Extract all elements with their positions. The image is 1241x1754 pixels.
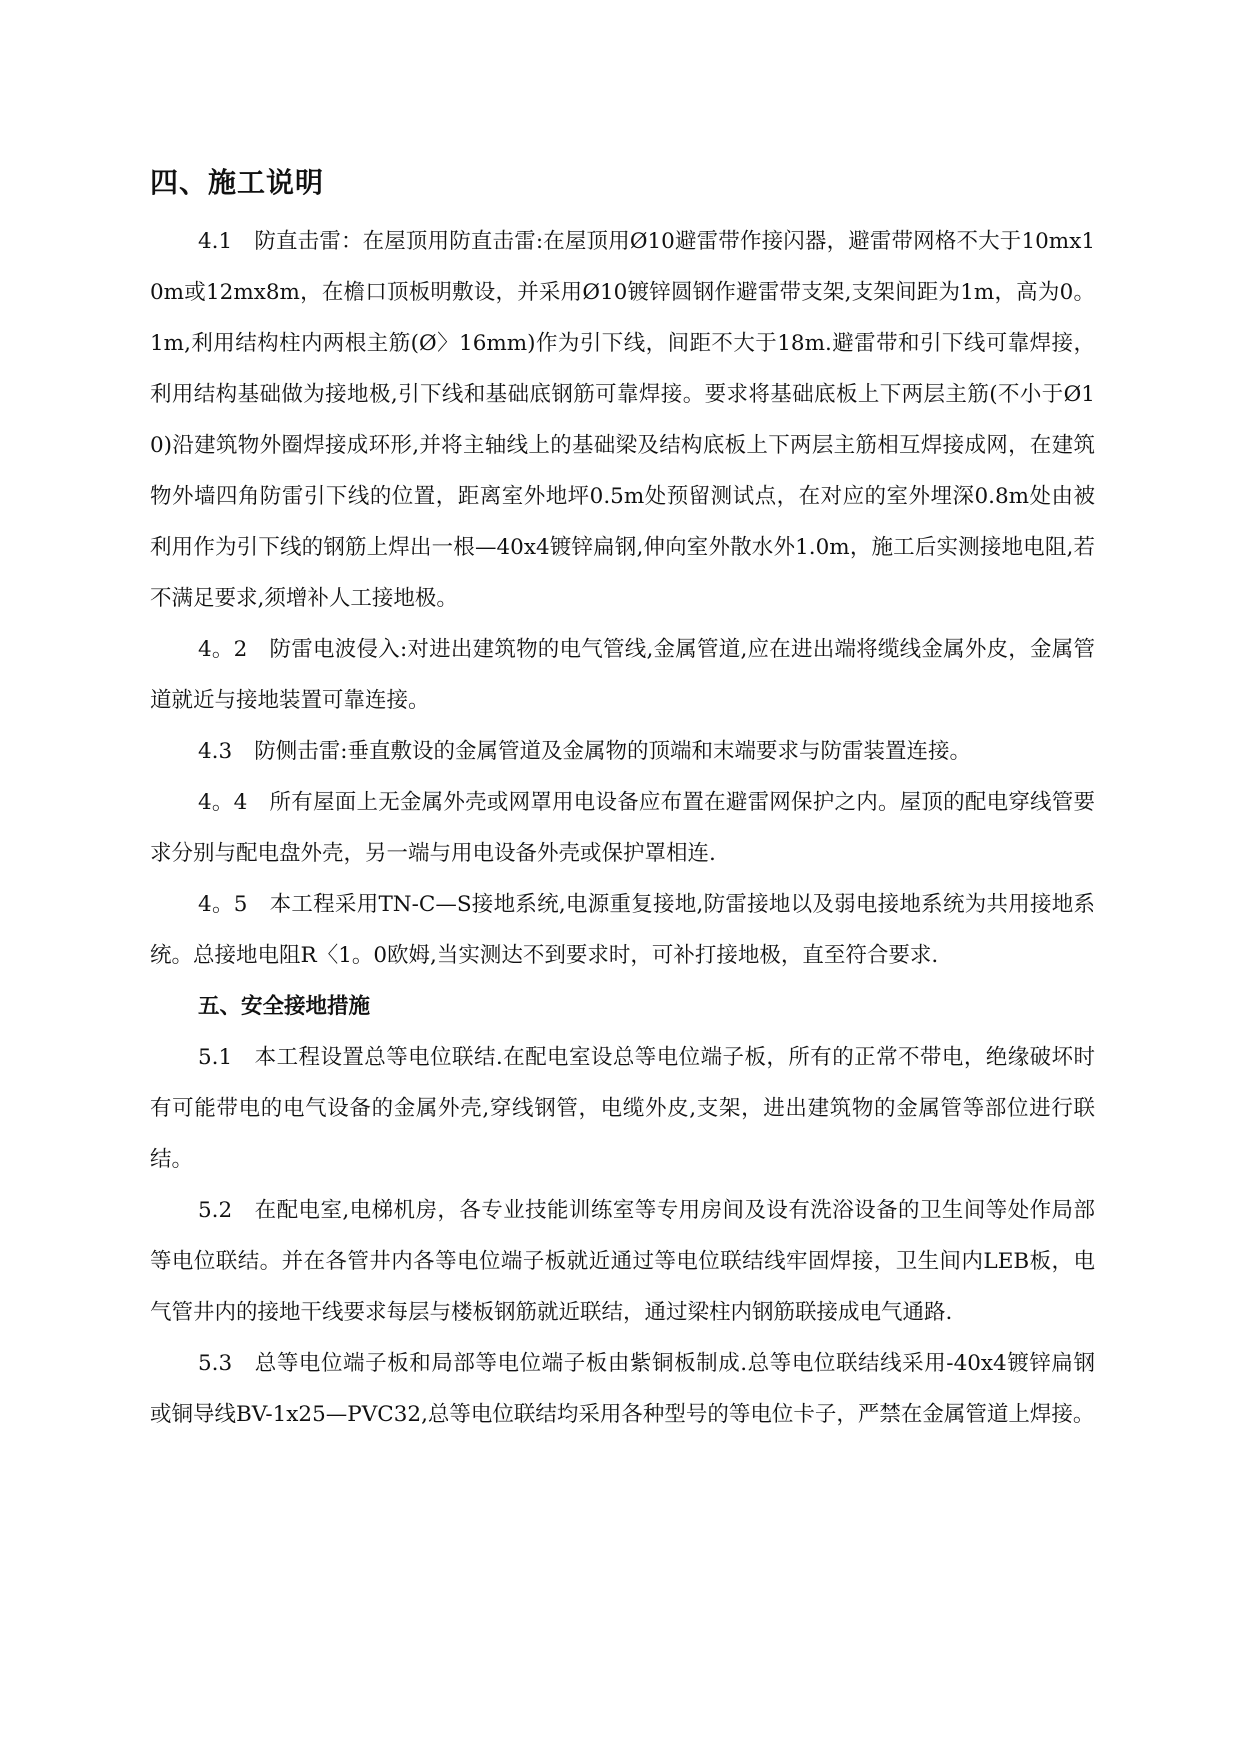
paragraph-text: 总等电位端子板和局部等电位端子板由紫铜板制成.总等电位联结线采用-40x4镀锌扁钢或铜导线BV-1x25—PVC32,总等电位联结均采用各种型号的等电位卡子，严禁在金属管道上焊接。 (150, 1351, 1095, 1427)
paragraph-4-1 (150, 216, 1095, 624)
paragraph-text: 在配电室,电梯机房，各专业技能训练室等专用房间及设有洗浴设备的卫生间等处作局部等电位联结。并在各管井内各等电位端子板就近通过等电位联结线牢固焊接，卫生间内LEB板，电气管井内的接地干线要求每层与楼板钢筋就近联结，通过梁柱内钢筋联接成电气通路. (150, 1198, 1095, 1325)
paragraph-text: 本工程采用TN-C—S接地系统,电源重复接地,防雷接地以及弱电接地系统为共用接地系统。总接地电阻R〈1。0欧姆,当实测达不到要求时，可补打接地极，直至符合要求. (150, 892, 1095, 968)
paragraph-text: 防侧击雷:垂直敷设的金属管道及金属物的顶端和末端要求与防雷装置连接。 (254, 739, 971, 764)
paragraph-number: 4。2 (198, 637, 248, 662)
paragraph-number: 5.2 (198, 1198, 233, 1223)
paragraph-number: 4.3 (198, 739, 233, 764)
paragraph-text: 防直击雷：在屋顶用防直击雷:在屋顶用Ø10避雷带作接闪器，避雷带网格不大于10mx10m或12mx8m，在檐口顶板明敷设，并采用Ø10镀锌圆钢作避雷带支架,支架间距为1m，高为0。1m,利用结构柱内两根主筋(Ø〉16mm)作为引下线，间距不大于18m.避雷带和引下线可靠焊接，利用结构基础做为接地极,引下线和基础底钢筋可靠焊接。要求将基础底板上下两层主筋(不小于Ø10)沿建筑物外圈焊接成环形,并将主轴线上的基础梁及结构底板上下两层主筋相互焊接成网，在建筑物外墙四角防雷引下线的位置，距离室外地坪0.5m处预留测试点，在对应的室外埋深0.8m处由被利用作为引下线的钢筋上焊出一根—40x4镀锌扁钢,伸向室外散水外1.0m，施工后实测接地电阻,若不满足要求,须增补人工接地极。 (150, 229, 1095, 611)
section-4-heading: 四、施工说明 (150, 166, 325, 199)
paragraph-5-2 (150, 1185, 1095, 1338)
paragraph-number: 4。4 (198, 790, 248, 815)
paragraph-text: 所有屋面上无金属外壳或网罩用电设备应布置在避雷网保护之内。屋顶的配电穿线管要求分别与配电盘外壳，另一端与用电设备外壳或保护罩相连. (150, 790, 1096, 866)
paragraph-text: 本工程设置总等电位联结.在配电室设总等电位端子板，所有的正常不带电，绝缘破坏时有可能带电的电气设备的金属外壳,穿线钢管，电缆外皮,支架，进出建筑物的金属管等部位进行联结。 (150, 1045, 1095, 1172)
paragraph-number: 5.1 (198, 1045, 233, 1070)
document-body (150, 150, 1095, 1440)
paragraph-number: 5.3 (198, 1351, 233, 1376)
section-5-heading: 五、安全接地措施 (198, 994, 371, 1019)
paragraph-text: 防雷电波侵入:对进出建筑物的电气管线,金属管道,应在进出端将缆线金属外皮，金属管道就近与接地装置可靠连接。 (150, 637, 1096, 713)
paragraph-5-3 (150, 1338, 1095, 1440)
paragraph-4-4 (150, 777, 1095, 879)
paragraph-5-1 (150, 1032, 1095, 1185)
paragraph-4-3 (150, 726, 1095, 777)
paragraph-4-2 (150, 624, 1095, 726)
paragraph-4-5 (150, 879, 1095, 981)
paragraph-number: 4。5 (198, 892, 248, 917)
paragraph-number: 4.1 (198, 229, 233, 254)
